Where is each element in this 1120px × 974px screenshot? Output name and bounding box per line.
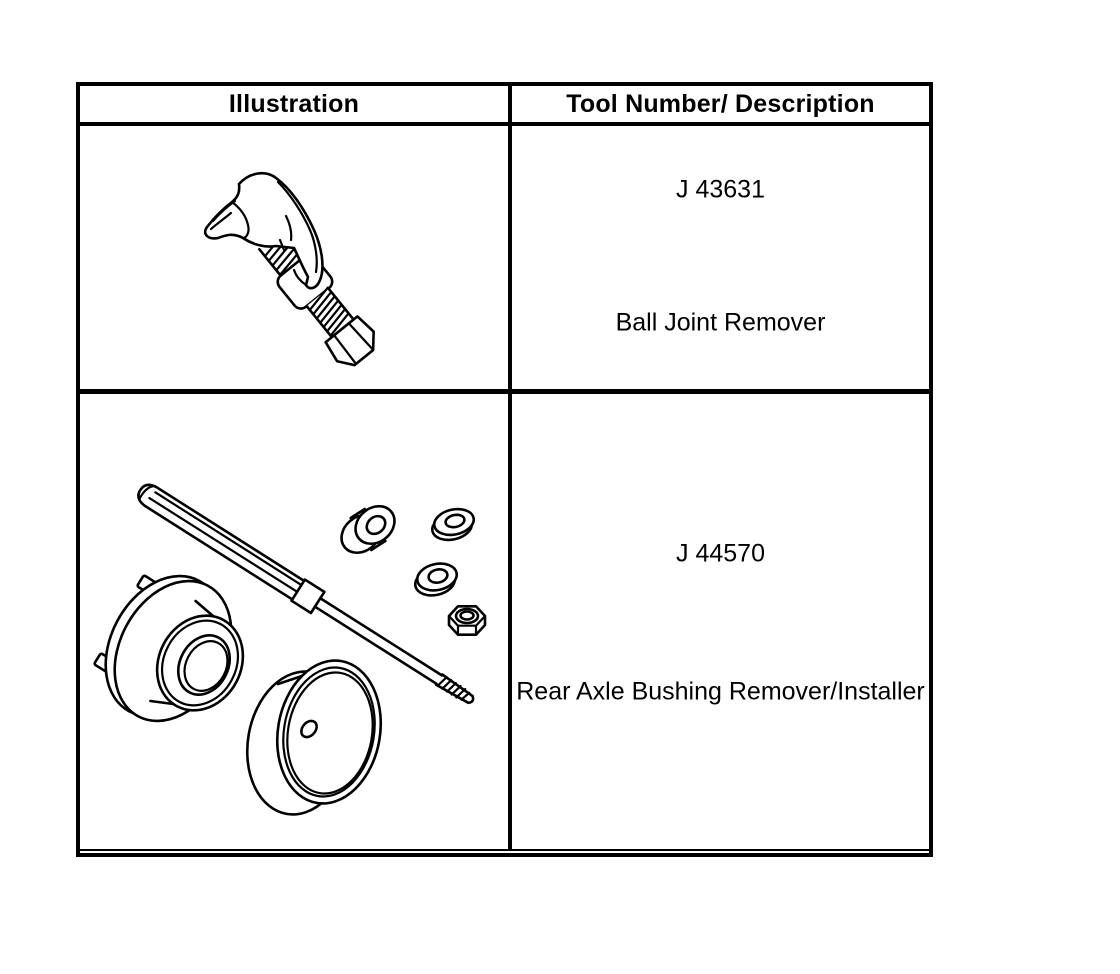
table-header-row [80,86,929,126]
special-tools-table [76,82,933,857]
tool-cell-2 [512,394,929,849]
bushing-spacer [334,498,402,560]
illustration-cell-2 [80,394,512,849]
tool-description: Rear Axle Bushing Remover/Installer [516,677,925,706]
tool-number: J 44570 [676,539,765,568]
tool-number-column-header: Tool Number/ Description [566,89,875,118]
header-cell-illustration [80,86,512,122]
tool-cell-1 [512,126,929,389]
washer-1 [430,506,476,544]
fork-head [205,173,322,288]
washer-2 [413,560,460,599]
table-row [80,394,929,851]
flanged-receiver [82,556,259,741]
illustration-column-header: Illustration [228,89,360,118]
installer-cup [236,652,391,823]
tool-number: J 43631 [676,175,765,204]
rear-axle-bushing-tool-illustration [80,394,508,849]
ball-joint-remover-illustration [80,126,508,389]
table-row [80,126,929,394]
tool-description: Ball Joint Remover [615,308,826,337]
hex-nut [449,606,485,634]
header-cell-tool [512,86,929,122]
illustration-cell-1 [80,126,512,389]
